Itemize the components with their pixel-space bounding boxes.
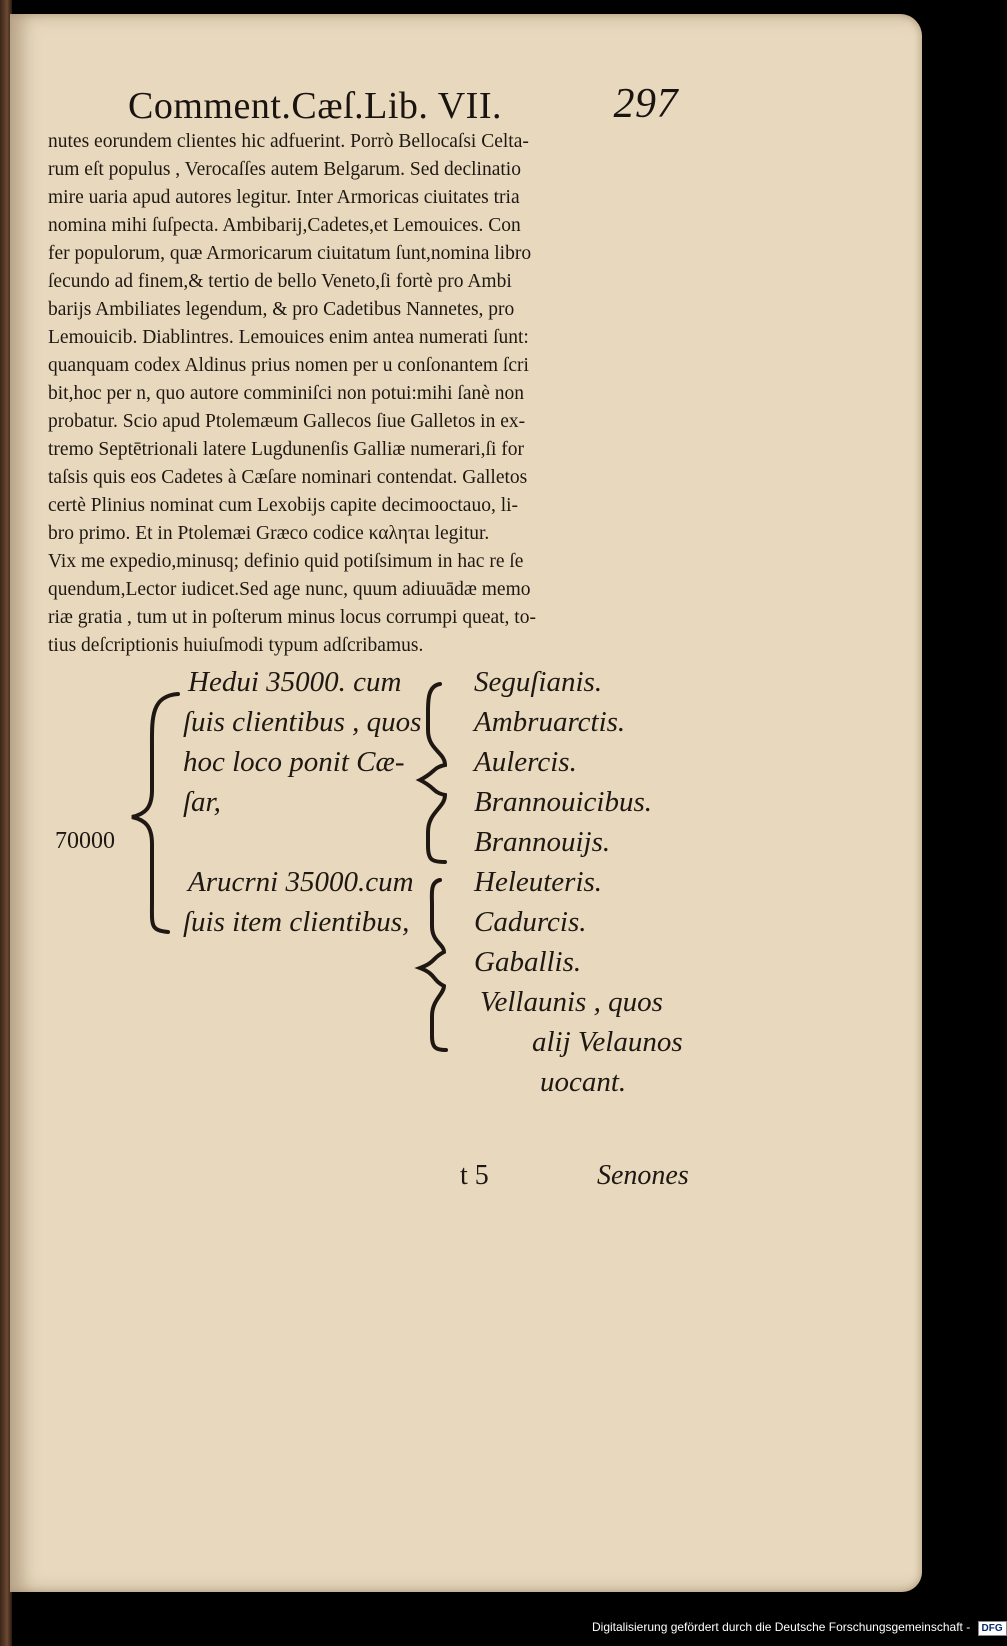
text-line: ſecundo ad finem,& tertio de bello Veneto,ſi fortè pro Ambi xyxy=(48,271,512,292)
group2-item: Heleuteris. xyxy=(474,866,603,898)
text-line: taſsis quis eos Cadetes à Cæſare nominari contendat. Galletos xyxy=(48,467,528,488)
text-line: bit,hoc per n, quo autore comminiſci non potui:mihi ſanè non xyxy=(48,383,525,404)
text-line: fer populorum, quæ Armoricarum ciuitatum ſunt,nomina libro xyxy=(48,243,532,264)
running-title: Comment.Cæſ.Lib. VII. xyxy=(128,85,502,127)
text-line: riæ gratia , tum ut in poſterum minus locus corrumpi queat, to- xyxy=(48,607,536,628)
running-header xyxy=(128,81,678,134)
text-line: mire uaria apud autores legitur. Inter Armoricas ciuitates tria xyxy=(48,187,520,208)
text-line: quendum,Lector iudicet.Sed age nunc, quum adiuuādæ memo xyxy=(48,579,531,600)
group1-item: Aulercis. xyxy=(474,746,577,778)
text-line: tius deſcriptionis huiuſmodi typum adſcribamus. xyxy=(48,635,424,656)
text-line: probatur. Scio apud Ptolemæum Gallecos ſiue Galletos in ex- xyxy=(48,411,526,432)
outer-brace xyxy=(132,694,178,932)
scheme-total: 70000 xyxy=(55,828,115,854)
group2-item: alij Velaunos xyxy=(532,1026,683,1058)
group1-line: ſuis clientibus , quos xyxy=(183,706,422,738)
group2-item: uocant. xyxy=(540,1066,627,1098)
text-line: rum eſt populus , Verocaſſes autem Belgarum. Sed declinatio xyxy=(48,159,521,180)
text-line: bro primo. Et in Ptolemæi Græco codice καλητaι legitur. xyxy=(48,523,490,544)
group2-item: Cadurcis. xyxy=(474,906,587,938)
group1-item: Brannouijs. xyxy=(474,826,611,858)
text-line: nutes eorundem clientes hic adfuerint. Porrò Bellocaſsi Celta- xyxy=(48,131,529,152)
text-line: tremo Septētrionali latere Lugdunenſis Galliæ numerari,ſi for xyxy=(48,439,524,460)
digitization-credit xyxy=(592,1620,1007,1638)
group1-line: hoc loco ponit Cæ- xyxy=(183,746,405,778)
text-line: Lemouicib. Diablintres. Lemouices enim antea numerati ſunt: xyxy=(48,327,529,348)
group1-item: Seguſianis. xyxy=(474,666,603,698)
body-text xyxy=(48,128,688,660)
page-number: 297 xyxy=(613,81,678,127)
catchword: Senones xyxy=(597,1160,689,1191)
group2-item: Vellaunis , quos xyxy=(480,986,663,1018)
group2-line: Arucrni 35000.cum xyxy=(188,866,414,898)
text-line: certè Plinius nominat cum Lexobijs capite decimooctauo, li- xyxy=(48,495,519,516)
group2-item: Gaballis. xyxy=(474,946,582,978)
group1-line: ſar, xyxy=(183,786,221,818)
signature-mark: t 5 xyxy=(460,1160,489,1191)
group1-item: Brannouicibus. xyxy=(474,786,653,818)
group1-item: Ambruarctis. xyxy=(474,706,626,738)
group1-line: Hedui 35000. cum xyxy=(188,666,402,698)
dfg-logo: DFG xyxy=(978,1621,1007,1636)
text-line: barijs Ambiliates legendum, & pro Cadetibus Nannetes, pro xyxy=(48,299,515,320)
text-line: quanquam codex Aldinus prius nomen per u conſonantem ſcri xyxy=(48,355,529,376)
text-line: nomina mihi ſuſpecta. Ambibarij,Cadetes,et Lemouices. Con xyxy=(48,215,521,236)
group2-brace xyxy=(420,880,446,1050)
group1-brace xyxy=(420,684,445,862)
group2-line: ſuis item clientibus, xyxy=(183,906,410,938)
credit-text: Digitalisierung gefördert durch die Deutsche Forschungsgemeinschaft - xyxy=(592,1620,971,1634)
bracket-scheme xyxy=(0,666,760,1210)
text-line: Vix me expedio,minusq; definio quid potiſsimum in hac re ſe xyxy=(48,551,524,572)
